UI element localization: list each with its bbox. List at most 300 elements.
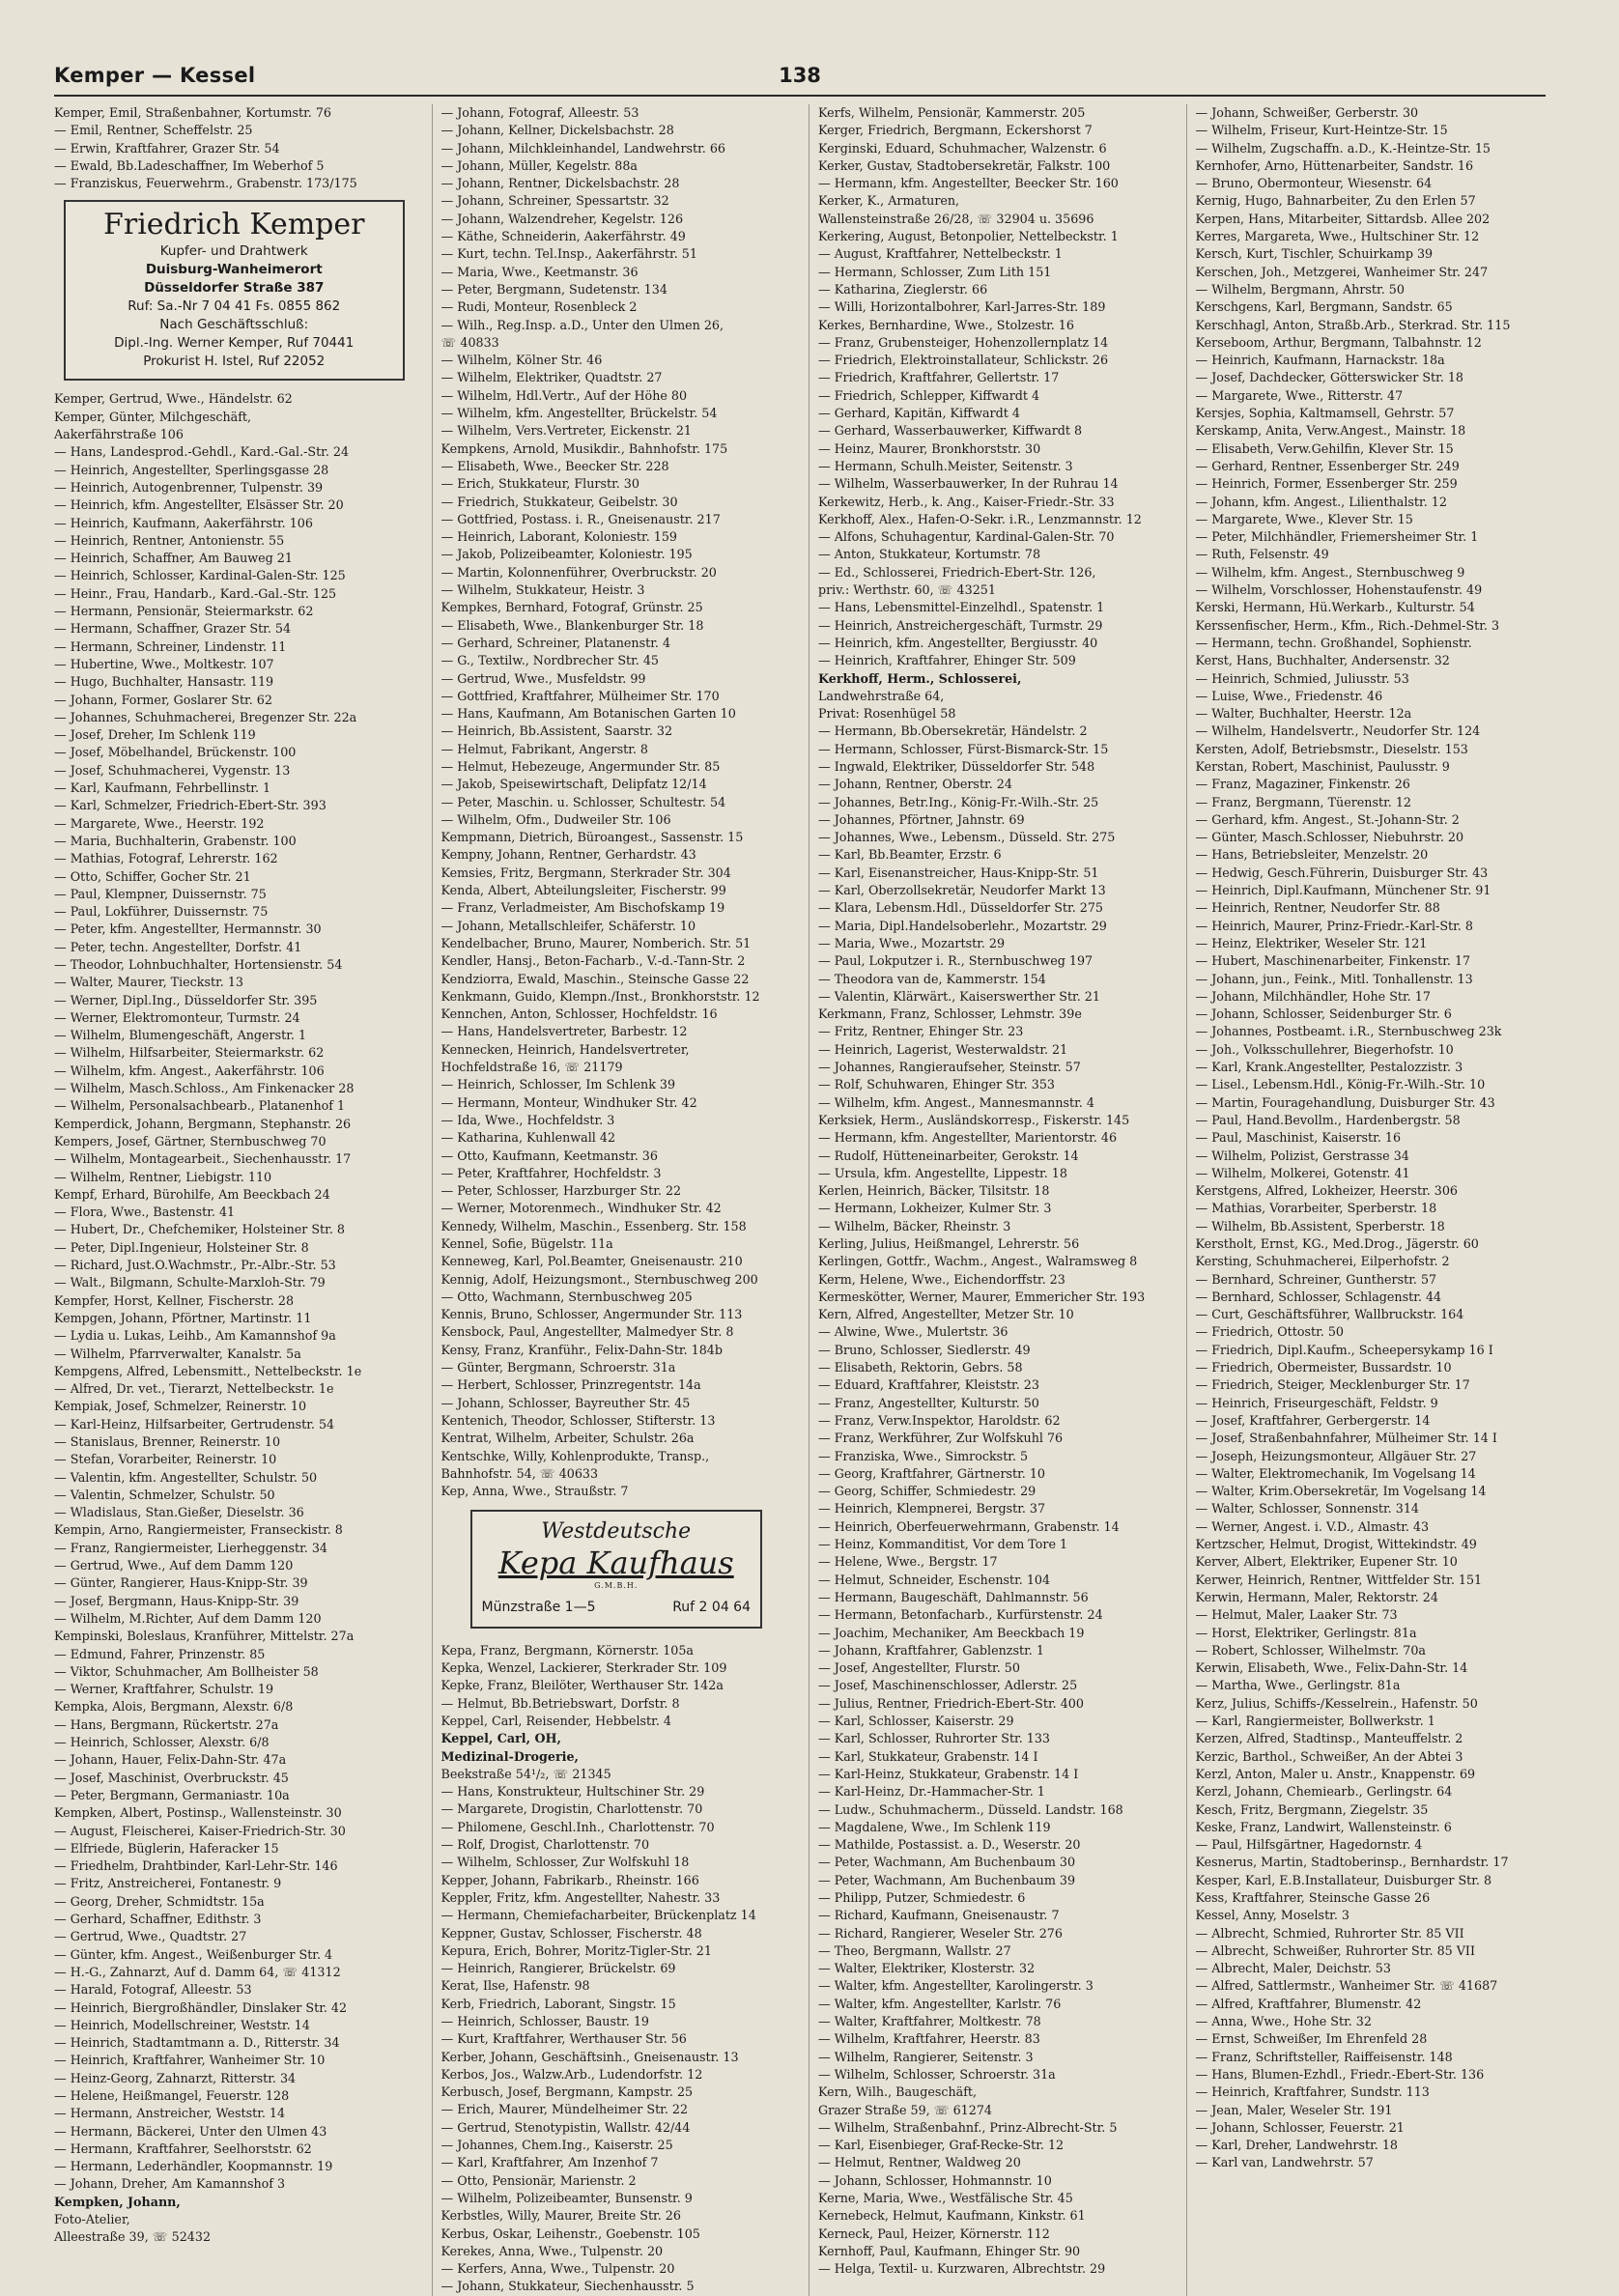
directory-entry: — Peter, Maschin. u. Schlosser, Schultestr. 54	[440, 794, 726, 809]
directory-entry: — Franz, Rangiermeister, Lierheggenstr. 34	[54, 1540, 328, 1555]
directory-entry: — Hermann, kfm. Angestellter, Marientorstr. 46	[818, 1130, 1118, 1146]
directory-entry: — Franz, Bergmann, Tüerenstr. 12	[1195, 794, 1411, 809]
directory-entry: — Elisabeth, Wwe., Blankenburger Str. 18	[440, 617, 704, 633]
directory-entry: — Philipp, Putzer, Schmiedestr. 6	[818, 1889, 1026, 1905]
directory-entry: — Friedrich, Kraftfahrer, Gellertstr. 17	[818, 370, 1060, 385]
directory-column-3	[809, 104, 1169, 2296]
directory-entry: Kempiak, Josef, Schmelzer, Reinerstr. 10	[54, 1399, 307, 1414]
directory-entry: — Magdalene, Wwe., Im Schlenk 119	[818, 1819, 1051, 1834]
directory-entry: Kempny, Johann, Rentner, Gerhardstr. 43	[440, 847, 696, 863]
directory-entry: — Hermann, Schulh.Meister, Seitenstr. 3	[818, 458, 1073, 473]
directory-entry: — Margarete, Wwe., Heerstr. 192	[54, 815, 265, 831]
directory-entry: Kempgen, Johann, Pförtner, Martinstr. 11	[54, 1310, 312, 1325]
directory-entry: — Heinz, Elektriker, Weseler Str. 121	[1195, 935, 1428, 950]
directory-entry: Kersten, Adolf, Betriebsmstr., Dieselstr. 153	[1195, 741, 1468, 756]
ad-kepa-gmbh: G.M.B.H.	[594, 1581, 639, 1591]
directory-entry: — Margarete, Drogistin, Charlottenstr. 70	[440, 1801, 703, 1817]
directory-entry: — Johann, Milchkleinhandel, Landwehrstr. 66	[440, 140, 725, 156]
directory-entry: Keppner, Gustav, Schlosser, Fischerstr. 48	[440, 1925, 702, 1941]
directory-entry: Kennig, Adolf, Heizungsmont., Sternbuschweg 200	[440, 1271, 758, 1287]
directory-entry: — Heinrich, Rentner, Antonienstr. 55	[54, 532, 285, 548]
directory-entry: — Wilhelm, Masch.Schloss., Am Finkenacker 28	[54, 1081, 355, 1096]
directory-entry: Kensbock, Paul, Angestellter, Malmedyer Str. 8	[440, 1324, 734, 1340]
directory-entry: — Heinrich, Biergroßhändler, Dinslaker Str. 42	[54, 1999, 348, 2015]
directory-entry: — Werner, Angest. i. V.D., Almastr. 43	[1195, 1518, 1430, 1534]
directory-entry: Keppler, Fritz, kfm. Angestellter, Nahestr. 33	[440, 1889, 721, 1905]
directory-entry: — Hermann, techn. Großhandel, Sophienstr.	[1195, 635, 1472, 650]
directory-entry: — Margarete, Wwe., Klever Str. 15	[1195, 511, 1413, 526]
directory-entry: — Viktor, Schuhmacher, Am Bollheister 58	[54, 1663, 319, 1679]
directory-entry: Bahnhofstr. 54, ☏ 40633	[440, 1465, 599, 1481]
directory-entry: — Wilhelm, kfm. Angest., Aakerfährstr. 106	[54, 1063, 325, 1078]
directory-entry: — Wilhelm, Stukkateur, Heistr. 3	[440, 582, 645, 598]
directory-entry: — Heinrich, Angestellter, Sperlingsgasse 28	[54, 462, 329, 477]
directory-entry: Keppel, Carl, OH,	[440, 1731, 561, 1746]
directory-entry: Kerat, Ilse, Hafenstr. 98	[440, 1978, 590, 1994]
directory-entry: Kentenich, Theodor, Schlosser, Stifterstr. 13	[440, 1412, 716, 1428]
directory-entry: — Karl, Rangiermeister, Bollwerkstr. 1	[1195, 1714, 1435, 1729]
directory-entry: — Heinrich, Friseurgeschäft, Feldstr. 9	[1195, 1395, 1438, 1410]
directory-entry: — Ernst, Schweißer, Im Ehrenfeld 28	[1195, 2031, 1428, 2047]
directory-entry: Kertzscher, Helmut, Drogist, Wittekindstr. 49	[1195, 1537, 1477, 1552]
directory-entry: Kerker, Gustav, Stadtobersekretär, Falkstr. 100	[818, 157, 1111, 173]
directory-entry: Kerseboom, Arthur, Bergmann, Talbahnstr. 12	[1195, 334, 1482, 350]
directory-entry: — Hermann, Bäckerei, Unter den Ulmen 43	[54, 2123, 327, 2139]
directory-entry: — Mathilde, Postassist. a. D., Weserstr. 20	[818, 1837, 1081, 1853]
directory-entry: — Wladislaus, Stan.Gießer, Dieselstr. 36	[54, 1505, 304, 1520]
directory-entry: — Hermann, Schlosser, Fürst-Bismarck-Str. 15	[818, 741, 1109, 756]
directory-entry: — Heinrich, Bb.Assistent, Saarstr. 32	[440, 723, 673, 739]
directory-entry: Kerzl, Johann, Chemiearb., Gerlingstr. 64	[1195, 1784, 1453, 1800]
directory-entry: — Friedrich, Stukkateur, Geibelstr. 30	[440, 494, 678, 509]
directory-entry: — Maria, Wwe., Keetmanstr. 36	[440, 264, 639, 279]
directory-entry: — Johann, Schlosser, Seidenburger Str. 6	[1195, 1006, 1452, 1022]
directory-entry: Beekstraße 54¹/₂, ☏ 21345	[440, 1766, 611, 1781]
directory-entry: Kennedy, Wilhelm, Maschin., Essenberg. Str. 158	[440, 1218, 747, 1233]
directory-entry: — Hermann, Schreiner, Lindenstr. 11	[54, 638, 287, 654]
directory-entry: — Josef, Schuhmacherei, Vygenstr. 13	[54, 762, 291, 778]
directory-entry: — Heinrich, Klempnerei, Bergstr. 37	[818, 1501, 1046, 1516]
directory-entry: — Hermann, Kraftfahrer, Seelhorststr. 62	[54, 2140, 312, 2156]
directory-entry: ☏ 40833	[440, 334, 499, 350]
directory-entry: — Johann, jun., Feink., Mitl. Tonhallenstr. 13	[1195, 971, 1473, 986]
directory-entry: Kerstgens, Alfred, Lokheizer, Heerstr. 306	[1195, 1183, 1459, 1199]
directory-entry: Kerne, Maria, Wwe., Westfälische Str. 45	[818, 2191, 1073, 2206]
directory-entry: — Paul, Klempner, Duissernstr. 75	[54, 886, 267, 901]
directory-entry: — Walter, Buchhalter, Heerstr. 12a	[1195, 706, 1412, 722]
directory-entry: Kerstan, Robert, Maschinist, Paulusstr. 9	[1195, 758, 1450, 774]
directory-entry: Hochfeldstraße 16, ☏ 21179	[440, 1060, 623, 1075]
directory-entry: — Johannes, Wwe., Lebensm., Düsseld. Str. 275	[818, 830, 1116, 845]
directory-entry: — Paul, Hilfsgärtner, Hagedornstr. 4	[1195, 1837, 1423, 1853]
directory-entry: — Johann, Fotograf, Alleestr. 53	[440, 105, 639, 120]
directory-entry: — Heinrich, Rentner, Neudorfer Str. 88	[1195, 900, 1440, 916]
directory-entry: — Hans, Bergmann, Rückertstr. 27a	[54, 1716, 279, 1732]
directory-entry: Kerginski, Eduard, Schuhmacher, Walzenstr. 6	[818, 140, 1107, 156]
directory-entry: — Karl, Bb.Beamter, Erzstr. 6	[818, 847, 1002, 863]
directory-entry: — Walter, Schlosser, Sonnenstr. 314	[1195, 1501, 1419, 1516]
directory-entry: — Friedrich, Steiger, Mecklenburger Str. 17	[1195, 1377, 1470, 1393]
directory-entry: — Gerhard, Kapitän, Kiffwardt 4	[818, 406, 1020, 421]
directory-entry: — Johann, kfm. Angest., Lilienthalstr. 12	[1195, 494, 1447, 509]
directory-entry: Kempin, Arno, Rangiermeister, Franseckistr. 8	[54, 1522, 343, 1538]
directory-entry: — Richard, Rangierer, Weseler Str. 276	[818, 1925, 1063, 1941]
ad-line: Ruf: Sa.-Nr 7 04 41 Fs. 0855 862	[128, 298, 341, 315]
directory-entry: — Karl, Kraftfahrer, Am Inzenhof 7	[440, 2155, 659, 2170]
directory-entry: Kess, Kraftfahrer, Steinsche Gasse 26	[1195, 1889, 1431, 1905]
directory-entry: priv.: Werthstr. 60, ☏ 43251	[818, 582, 996, 598]
directory-entry: — Johannes, Pförtner, Jahnstr. 69	[818, 811, 1025, 827]
directory-entry: — Karl, Kaufmann, Fehrbellinstr. 1	[54, 780, 271, 796]
directory-entry: Kemper, Emil, Straßenbahner, Kortumstr. 76	[54, 105, 331, 120]
directory-entry: — Rolf, Drogist, Charlottenstr. 70	[440, 1837, 650, 1853]
directory-entry: — Georg, Dreher, Schmidtstr. 15a	[54, 1893, 265, 1909]
directory-entry: Kerkhoff, Alex., Hafen-O-Sekr. i.R., Lenzmannstr. 12	[818, 511, 1142, 526]
directory-entry: Kensy, Franz, Kranführ., Felix-Dahn-Str. 184b	[440, 1342, 723, 1357]
directory-entry: — Josef, Maschinist, Overbruckstr. 45	[54, 1770, 289, 1785]
directory-entry: — Karl, Dreher, Landwehrstr. 18	[1195, 2138, 1398, 2153]
directory-entry: — Wilhelm, Friseur, Kurt-Heintze-Str. 15	[1195, 123, 1448, 138]
directory-entry: — Johann, Rentner, Dickelsbachstr. 28	[440, 176, 680, 191]
directory-entry: — Ruth, Felsenstr. 49	[1195, 547, 1329, 562]
page-header	[54, 56, 1546, 97]
directory-entry: — Peter, Kraftfahrer, Hochfeldstr. 3	[440, 1165, 662, 1180]
directory-entry: — Fritz, Rentner, Ehinger Str. 23	[818, 1024, 1024, 1039]
directory-entry: — Hubertine, Wwe., Moltkestr. 107	[54, 656, 274, 671]
directory-entry: — Paul, Lokputzer i. R., Sternbuschweg 197	[818, 953, 1094, 969]
directory-entry: Kempkes, Bernhard, Fotograf, Grünstr. 25	[440, 600, 703, 615]
directory-entry: — Johann, Metallschleifer, Schäferstr. 10	[440, 918, 696, 933]
directory-entry: — Karl van, Landwehrstr. 57	[1195, 2155, 1374, 2170]
directory-entry: — Rudi, Monteur, Rosenbleck 2	[440, 299, 638, 315]
directory-entry: Kempf, Erhard, Bürohilfe, Am Beeckbach 24	[54, 1186, 330, 1202]
directory-entry: Kerski, Hermann, Hü.Werkarb., Kulturstr. 54	[1195, 600, 1475, 615]
ad-line: Kupfer- und Drahtwerk	[159, 243, 308, 260]
ad-kepa-name: Kepa Kaufhaus	[497, 1545, 734, 1582]
directory-entry: — Günter, Masch.Schlosser, Niebuhrstr. 20	[1195, 830, 1464, 845]
directory-entry: — Werner, Motorenmech., Windhuker Str. 42	[440, 1201, 722, 1216]
directory-entry: — Wilhelm, Rentner, Liebigstr. 110	[54, 1169, 272, 1184]
directory-entry: — Anton, Stukkateur, Kortumstr. 78	[818, 547, 1041, 562]
directory-entry: Kernhoff, Paul, Kaufmann, Ehinger Str. 90	[818, 2243, 1081, 2258]
directory-entry: — Karl, Schlosser, Ruhrorter Str. 133	[818, 1731, 1050, 1746]
directory-entry: — Peter, Schlosser, Harzburger Str. 22	[440, 1183, 682, 1199]
directory-entry: — Bernhard, Schlosser, Schlagenstr. 44	[1195, 1289, 1442, 1304]
directory-entry: Privat: Rosenhügel 58	[818, 706, 956, 722]
directory-entry: — Hermann, Bb.Obersekretär, Händelstr. 2	[818, 723, 1088, 739]
directory-entry: — Wilhelm, Vorschlosser, Hohenstaufenstr. 49	[1195, 582, 1483, 598]
directory-entry: — Johann, Walzendreher, Kegelstr. 126	[440, 211, 684, 226]
directory-entry: — Gerhard, Schaffner, Edithstr. 3	[54, 1912, 262, 1927]
directory-entry: — Friedhelm, Drahtbinder, Karl-Lehr-Str. 146	[54, 1858, 338, 1874]
directory-entry: — Helmut, Hebezeuge, Angermunder Str. 85	[440, 758, 721, 774]
directory-entry: — Harald, Fotograf, Alleestr. 53	[54, 1982, 252, 1998]
directory-entry: — August, Kraftfahrer, Nettelbeckstr. 1	[818, 246, 1063, 262]
directory-entry: — Heinrich, Lagerist, Westerwaldstr. 21	[818, 1041, 1068, 1057]
directory-entry: Kerekes, Anna, Wwe., Tulpenstr. 20	[440, 2243, 664, 2258]
directory-entry: — Johann, Former, Goslarer Str. 62	[54, 692, 272, 707]
directory-entry: — Hermann, Monteur, Windhuker Str. 42	[440, 1094, 697, 1110]
directory-entry: — Josef, Straßenbahnfahrer, Mülheimer Str. 14 I	[1195, 1431, 1497, 1446]
directory-entry: — Wilhelm, Molkerei, Gotenstr. 41	[1195, 1165, 1410, 1180]
directory-entry: — Alwine, Wwe., Mulertstr. 36	[818, 1324, 1008, 1340]
directory-entry: — Maria, Buchhalterin, Grabenstr. 100	[54, 833, 297, 848]
directory-entry: — Albrecht, Schmied, Ruhrorter Str. 85 VII	[1195, 1925, 1464, 1941]
directory-entry: — Martha, Wwe., Gerlingstr. 81a	[1195, 1678, 1401, 1693]
directory-entry: — Alfred, Sattlermstr., Wanheimer Str. ☏ 41687	[1195, 1978, 1498, 1994]
directory-entry: Keppel, Carl, Reisender, Hebbelstr. 4	[440, 1713, 671, 1728]
directory-entry: Keske, Franz, Landwirt, Wallensteinstr. 6	[1195, 1819, 1452, 1834]
directory-entry: — Karl, Schlosser, Kaiserstr. 29	[818, 1714, 1014, 1729]
directory-entry: — Gertrud, Wwe., Quadtstr. 27	[54, 1929, 247, 1944]
directory-entry: — Heinrich, Schaffner, Am Bauweg 21	[54, 551, 293, 566]
directory-entry: Kerker, K., Armaturen,	[818, 193, 960, 209]
directory-entry: — Gertrud, Wwe., Musfeldstr. 99	[440, 670, 646, 686]
directory-entry: Kenda, Albert, Abteilungsleiter, Fischerstr. 99	[440, 883, 726, 898]
directory-entry: — Heinz, Kommanditist, Vor dem Tore 1	[818, 1537, 1068, 1552]
directory-entry: — Theodora van de, Kammerstr. 154	[818, 971, 1046, 986]
directory-entry: — Heinrich, Maurer, Prinz-Friedr.-Karl-Str. 8	[1195, 918, 1473, 933]
directory-entry: Wallensteinstraße 26/28, ☏ 32904 u. 35696	[818, 211, 1094, 226]
directory-entry: — Wilhelm, Bäcker, Rheinstr. 3	[818, 1218, 1011, 1233]
directory-entry: Kerkewitz, Herb., k. Ang., Kaiser-Friedr.-Str. 33	[818, 494, 1115, 509]
directory-entry: — Karl-Heinz, Dr.-Hammacher-Str. 1	[818, 1784, 1045, 1800]
directory-entry: — Gerhard, Wasserbauwerker, Kiffwardt 8	[818, 423, 1083, 439]
directory-entry: — Wilhelm, Kölner Str. 46	[440, 353, 603, 368]
ad-line: Duisburg-Wanheimerort	[145, 262, 323, 278]
directory-entry: — Georg, Kraftfahrer, Gärtnerstr. 10	[818, 1465, 1045, 1481]
directory-entry: — Hans, Lebensmittel-Einzelhdl., Spatenstr. 1	[818, 600, 1105, 615]
ad-line: Dipl.-Ing. Werner Kemper, Ruf 70441	[114, 335, 355, 352]
directory-entry: Kempers, Josef, Gärtner, Sternbuschweg 70	[54, 1133, 327, 1148]
directory-entry: — Heinrich, Kaufmann, Aakerfährstr. 106	[54, 515, 313, 530]
directory-entry: — Kurt, techn. Tel.Insp., Aakerfährstr. 51	[440, 246, 697, 262]
directory-entry: Kempmann, Dietrich, Büroangest., Sassenstr. 15	[440, 830, 744, 845]
directory-entry: Kempka, Alois, Bergmann, Alexstr. 6/8	[54, 1699, 294, 1715]
directory-columns	[54, 104, 1546, 2294]
directory-entry: — Hubert, Maschinenarbeiter, Finkenstr. 17	[1195, 953, 1471, 969]
directory-entry: — Franz, Verladmeister, Am Bischofskamp 19	[440, 900, 725, 916]
directory-entry: — Ed., Schlosserei, Friedrich-Ebert-Str. 126,	[818, 564, 1096, 580]
directory-entry: — Peter, kfm. Angestellter, Hermannstr. 30	[54, 921, 322, 937]
directory-entry: — Hans, Konstrukteur, Hultschiner Str. 29	[440, 1784, 705, 1800]
directory-entry: — Werner, Dipl.Ing., Düsseldorfer Str. 395	[54, 992, 318, 1007]
directory-entry: — Peter, Wachmann, Am Buchenbaum 39	[818, 1872, 1076, 1887]
directory-entry: — Gottfried, Kraftfahrer, Mülheimer Str. 170	[440, 688, 720, 703]
directory-entry: — Bernhard, Schreiner, Guntherstr. 57	[1195, 1271, 1437, 1287]
directory-entry: — Peter, Wachmann, Am Buchenbaum 30	[818, 1855, 1076, 1870]
directory-entry: — Josef, Möbelhandel, Brückenstr. 100	[54, 745, 297, 760]
directory-entry: — Bruno, Schlosser, Siedlerstr. 49	[818, 1342, 1031, 1357]
directory-entry: Grazer Straße 59, ☏ 61274	[818, 2102, 992, 2117]
directory-entry: — Johannes, Chem.Ing., Kaiserstr. 25	[440, 2138, 673, 2153]
directory-entry: Kern, Alfred, Angestellter, Metzer Str. 10	[818, 1307, 1074, 1322]
directory-entry: — Johann, Schlosser, Bayreuther Str. 45	[440, 1395, 691, 1410]
running-head: Kemper — Kessel	[54, 64, 256, 87]
directory-entry: — Hans, Handelsvertreter, Barbestr. 12	[440, 1024, 688, 1039]
directory-entry: Kepke, Franz, Bleilöter, Werthauser Str. 142a	[440, 1678, 724, 1693]
directory-entry: Kesper, Karl, E.B.Installateur, Duisburger Str. 8	[1195, 1872, 1492, 1887]
directory-entry: — Heinrich, Schlosser, Im Schlenk 39	[440, 1077, 676, 1092]
directory-entry: — Paul, Maschinist, Kaiserstr. 16	[1195, 1130, 1402, 1146]
directory-entry: — Günter, Rangierer, Haus-Knipp-Str. 39	[54, 1575, 308, 1591]
directory-entry: — Wilhelm, kfm. Angestellter, Brückelstr. 54	[440, 406, 718, 421]
directory-entry: — Friedrich, Schlepper, Kiffwardt 4	[818, 387, 1040, 403]
directory-entry: — Karl-Heinz, Hilfsarbeiter, Gertrudenstr. 54	[54, 1416, 335, 1431]
directory-entry: — Theo, Bergmann, Wallstr. 27	[818, 1942, 1011, 1958]
directory-entry: Kerkhoff, Herm., Schlosserei,	[818, 670, 1022, 686]
directory-column-4	[1186, 104, 1547, 2296]
directory-entry: Kempken, Albert, Postinsp., Wallensteinstr. 30	[54, 1805, 342, 1821]
directory-entry: — Hans, Kaufmann, Am Botanischen Garten 10	[440, 706, 736, 722]
directory-entry: — Albrecht, Schweißer, Ruhrorter Str. 85 VII	[1195, 1942, 1475, 1958]
directory-entry: — Werner, Kraftfahrer, Schulstr. 19	[54, 1682, 274, 1697]
directory-entry: Kempfer, Horst, Kellner, Fischerstr. 28	[54, 1292, 295, 1308]
ad-line: Nach Geschäftsschluß:	[159, 317, 309, 333]
directory-entry: — Karl, Stukkateur, Grabenstr. 14 I	[818, 1748, 1038, 1764]
directory-entry: — Johann, Schlosser, Hohmannstr. 10	[818, 2172, 1052, 2188]
directory-entry: Kerzl, Anton, Maler u. Anstr., Knappenstr. 69	[1195, 1766, 1476, 1781]
directory-entry: — Curt, Geschäftsführer, Wallbruckstr. 164	[1195, 1307, 1464, 1322]
directory-entry: — Heinrich, Rangierer, Brückelstr. 69	[440, 1961, 676, 1976]
directory-entry: — Theodor, Lohnbuchhalter, Hortensienstr. 54	[54, 956, 343, 972]
directory-entry: Kerbus, Oskar, Leihenstr., Goebenstr. 105	[440, 2225, 700, 2241]
directory-entry: — Wilhelm, M.Richter, Auf dem Damm 120	[54, 1610, 322, 1626]
directory-entry: — Ewald, Bb.Ladeschaffner, Im Weberhof 5	[54, 157, 325, 173]
directory-entry: — Robert, Schlosser, Wilhelmstr. 70a	[1195, 1642, 1426, 1658]
directory-entry: — Hubert, Dr., Chefchemiker, Holsteiner Str. 8	[54, 1222, 345, 1237]
directory-entry: Kesch, Fritz, Bergmann, Ziegelstr. 35	[1195, 1801, 1429, 1817]
directory-entry: Kenkmann, Guido, Klempn./Inst., Bronkhorststr. 12	[440, 988, 760, 1004]
directory-entry: — Heinrich, Kraftfahrer, Wanheimer Str. 10	[54, 2053, 326, 2068]
directory-entry: — Hermann, Lokheizer, Kulmer Str. 3	[818, 1201, 1052, 1216]
directory-entry: Aakerfährstraße 106	[54, 427, 184, 442]
directory-entry: Kerlingen, Gottfr., Wachm., Angest., Walramsweg 8	[818, 1254, 1138, 1269]
directory-entry: — Wilhelm, Polizeibeamter, Bunsenstr. 9	[440, 2190, 693, 2205]
directory-entry: — Walter, Elektromechanik, Im Vogelsang 14	[1195, 1465, 1476, 1481]
directory-entry: — Gerhard, kfm. Angest., St.-Johann-Str. 2	[1195, 811, 1460, 827]
directory-entry: Kenneweg, Karl, Pol.Beamter, Gneisenaustr. 210	[440, 1254, 743, 1269]
directory-entry: Kerm, Helene, Wwe., Eichendorffstr. 23	[818, 1271, 1065, 1287]
directory-entry: Kep, Anna, Wwe., Straußstr. 7	[440, 1484, 629, 1499]
directory-entry: Kersting, Schuhmacherei, Eilperhofstr. 2	[1195, 1254, 1450, 1269]
ad-company-name: Friedrich Kemper	[103, 208, 365, 242]
directory-entry: — Hermann, Baugeschäft, Dahlmannstr. 56	[818, 1589, 1089, 1604]
directory-entry: — Wilhelm, Ofm., Dudweiler Str. 106	[440, 811, 671, 827]
directory-entry: — Hedwig, Gesch.Führerin, Duisburger Str. 43	[1195, 865, 1489, 880]
directory-entry: — Johann, Schlosser, Feuerstr. 21	[1195, 2119, 1405, 2135]
directory-entry: — Friedrich, Elektroinstallateur, Schlickstr. 26	[818, 353, 1109, 368]
directory-entry: — Hermann, Chemiefacharbeiter, Brückenplatz 14	[440, 1908, 756, 1923]
directory-entry: Kemper, Gertrud, Wwe., Händelstr. 62	[54, 391, 293, 407]
directory-entry: — Johannes, Rangieraufseher, Steinstr. 57	[818, 1060, 1081, 1075]
directory-entry: — Heinrich, Schlosser, Baustr. 19	[440, 2013, 649, 2028]
directory-entry: — Mathias, Vorarbeiter, Sperberstr. 18	[1195, 1201, 1437, 1216]
directory-entry: — Werner, Elektromonteur, Turmstr. 24	[54, 1009, 300, 1025]
directory-entry: Kern, Wilh., Baugeschäft,	[818, 2084, 978, 2100]
directory-entry: Kerschgens, Karl, Bergmann, Sandstr. 65	[1195, 299, 1453, 315]
directory-entry: Kepper, Johann, Fabrikarb., Rheinstr. 166	[440, 1872, 699, 1887]
directory-entry: — Peter, Bergmann, Germaniastr. 10a	[54, 1787, 290, 1802]
directory-entry: — Katharina, Kuhlenwall 42	[440, 1130, 616, 1146]
directory-entry: — Albrecht, Maler, Deichstr. 53	[1195, 1961, 1391, 1976]
directory-entry: — Johannes, Schuhmacherei, Bregenzer Str. 22a	[54, 709, 357, 724]
directory-entry: — Wilhelm, Personalsachbearb., Platanenhof 1	[54, 1098, 346, 1114]
directory-entry: Kerkmann, Franz, Schlosser, Lehmstr. 39e	[818, 1006, 1082, 1022]
directory-entry: Kerbusch, Josef, Bergmann, Kampstr. 25	[440, 2084, 694, 2100]
directory-entry: — Flora, Wwe., Bastenstr. 41	[54, 1205, 236, 1220]
directory-entry: — Peter, Dipl.Ingenieur, Holsteiner Str. 8	[54, 1239, 309, 1255]
directory-entry: — Joseph, Heizungsmonteur, Allgäuer Str. 27	[1195, 1448, 1477, 1463]
directory-entry: — Wilhelm, Pfarrverwalter, Kanalstr. 5a	[54, 1346, 301, 1361]
directory-entry: Alleestraße 39, ☏ 52432	[54, 2229, 212, 2245]
directory-entry: — Wilhelm, Wasserbauwerker, In der Ruhrau 14	[818, 476, 1119, 492]
directory-entry: — Ingwald, Elektriker, Düsseldorfer Str. 548	[818, 758, 1095, 774]
directory-entry: — Wilhelm, Montagearbeit., Siechenhausstr. 17	[54, 1151, 352, 1167]
directory-entry: — Franz, Angestellter, Kulturstr. 50	[818, 1395, 1039, 1410]
directory-entry: Kerger, Friedrich, Bergmann, Eckershorst 7	[818, 123, 1093, 138]
directory-entry: — Wilh., Reg.Insp. a.D., Unter den Ulmen 26,	[440, 317, 724, 332]
directory-entry: Kerlen, Heinrich, Bäcker, Tilsitstr. 18	[818, 1183, 1050, 1199]
kemper-advertisement	[64, 200, 405, 381]
directory-entry: Kemperdick, Johann, Bergmann, Stephanstr. 26	[54, 1116, 352, 1131]
directory-entry: — Heinrich, Dipl.Kaufmann, Münchener Str. 91	[1195, 883, 1491, 898]
directory-entry: — Walter, kfm. Angestellter, Karolingerstr. 3	[818, 1978, 1094, 1994]
directory-entry: — Wilhelm, Schlosser, Schroerstr. 31a	[818, 2066, 1056, 2082]
directory-entry: — Heinrich, Anstreichergeschäft, Turmstr. 29	[818, 617, 1103, 633]
directory-entry: — Käthe, Schneiderin, Aakerfährstr. 49	[440, 229, 686, 244]
directory-entry: — Franz, Magaziner, Finkenstr. 26	[1195, 777, 1410, 792]
directory-entry: — Paul, Lokführer, Duissernstr. 75	[54, 904, 269, 920]
directory-entry: — Kerfers, Anna, Wwe., Tulpenstr. 20	[440, 2261, 675, 2277]
directory-entry: — Josef, Angestellter, Flurstr. 50	[818, 1660, 1020, 1676]
directory-entry: — Johannes, Betr.Ing., König-Fr.-Wilh.-Str. 25	[818, 794, 1099, 809]
directory-entry: — Wilhelm, Vers.Vertreter, Eickenstr. 21	[440, 423, 692, 439]
directory-entry: — Josef, Bergmann, Haus-Knipp-Str. 39	[54, 1593, 299, 1608]
directory-entry: — Heinrich, Laborant, Koloniestr. 159	[440, 529, 677, 545]
directory-entry: — Johann, Kraftfahrer, Gablenzstr. 1	[818, 1642, 1044, 1658]
directory-entry: — Valentin, Klärwärt., Kaiserswerther Str. 21	[818, 988, 1100, 1004]
directory-entry: — Ida, Wwe., Hochfeldstr. 3	[440, 1112, 615, 1127]
directory-entry: — Luise, Wwe., Friedenstr. 46	[1195, 688, 1383, 703]
directory-entry: — Valentin, Schmelzer, Schulstr. 50	[54, 1487, 275, 1502]
directory-entry: — Hermann, Pensionär, Steiermarkstr. 62	[54, 604, 314, 619]
directory-entry: — Josef, Kraftfahrer, Gerbergerstr. 14	[1195, 1412, 1431, 1428]
directory-entry: — Peter, Milchhändler, Friemersheimer Str. 1	[1195, 529, 1479, 545]
directory-entry: — Gertrud, Stenotypistin, Wallstr. 42/44	[440, 2119, 691, 2135]
directory-entry: — Karl, Oberzollsekretär, Neudorfer Markt 13	[818, 883, 1106, 898]
directory-entry: — Ursula, kfm. Angestellte, Lippestr. 18	[818, 1165, 1067, 1180]
directory-entry: Kempken, Johann,	[54, 2194, 181, 2209]
directory-entry: — Elisabeth, Rektorin, Gebrs. 58	[818, 1360, 1023, 1375]
directory-entry: — Stanislaus, Brenner, Reinerstr. 10	[54, 1434, 281, 1449]
directory-entry: — Wilhelm, Blumengeschäft, Angerstr. 1	[54, 1028, 307, 1043]
directory-entry: Kersjes, Sophia, Kaltmamsell, Gehrstr. 57	[1195, 406, 1455, 421]
directory-entry: — Walter, kfm. Angestellter, Karlstr. 76	[818, 1996, 1062, 2011]
directory-entry: — Wilhelm, Elektriker, Quadtstr. 27	[440, 370, 663, 385]
directory-entry: — Gottfried, Postass. i. R., Gneisenaustr. 217	[440, 511, 721, 526]
directory-entry: — Heinrich, Oberfeuerwehrmann, Grabenstr. 14	[818, 1518, 1120, 1534]
directory-entry: — Hermann, kfm. Angestellter, Beecker Str. 160	[818, 176, 1119, 191]
directory-entry: — Walter, Maurer, Tieckstr. 13	[54, 975, 243, 990]
directory-entry: — Erich, Maurer, Mündelheimer Str. 22	[440, 2102, 689, 2117]
directory-entry: — Otto, Schiffer, Gocher Str. 21	[54, 868, 251, 884]
directory-entry: Kennchen, Anton, Schlosser, Hochfeldstr. 16	[440, 1006, 718, 1022]
directory-entry: — Richard, Just.O.Wachmstr., Pr.-Albr.-Str. 53	[54, 1258, 336, 1273]
directory-entry: — Katharina, Zieglerstr. 66	[818, 281, 988, 297]
directory-entry: Kentschke, Willy, Kohlenprodukte, Transp.,	[440, 1448, 710, 1463]
directory-entry: — Ludw., Schuhmacherm., Düsseld. Landstr. 168	[818, 1801, 1123, 1817]
